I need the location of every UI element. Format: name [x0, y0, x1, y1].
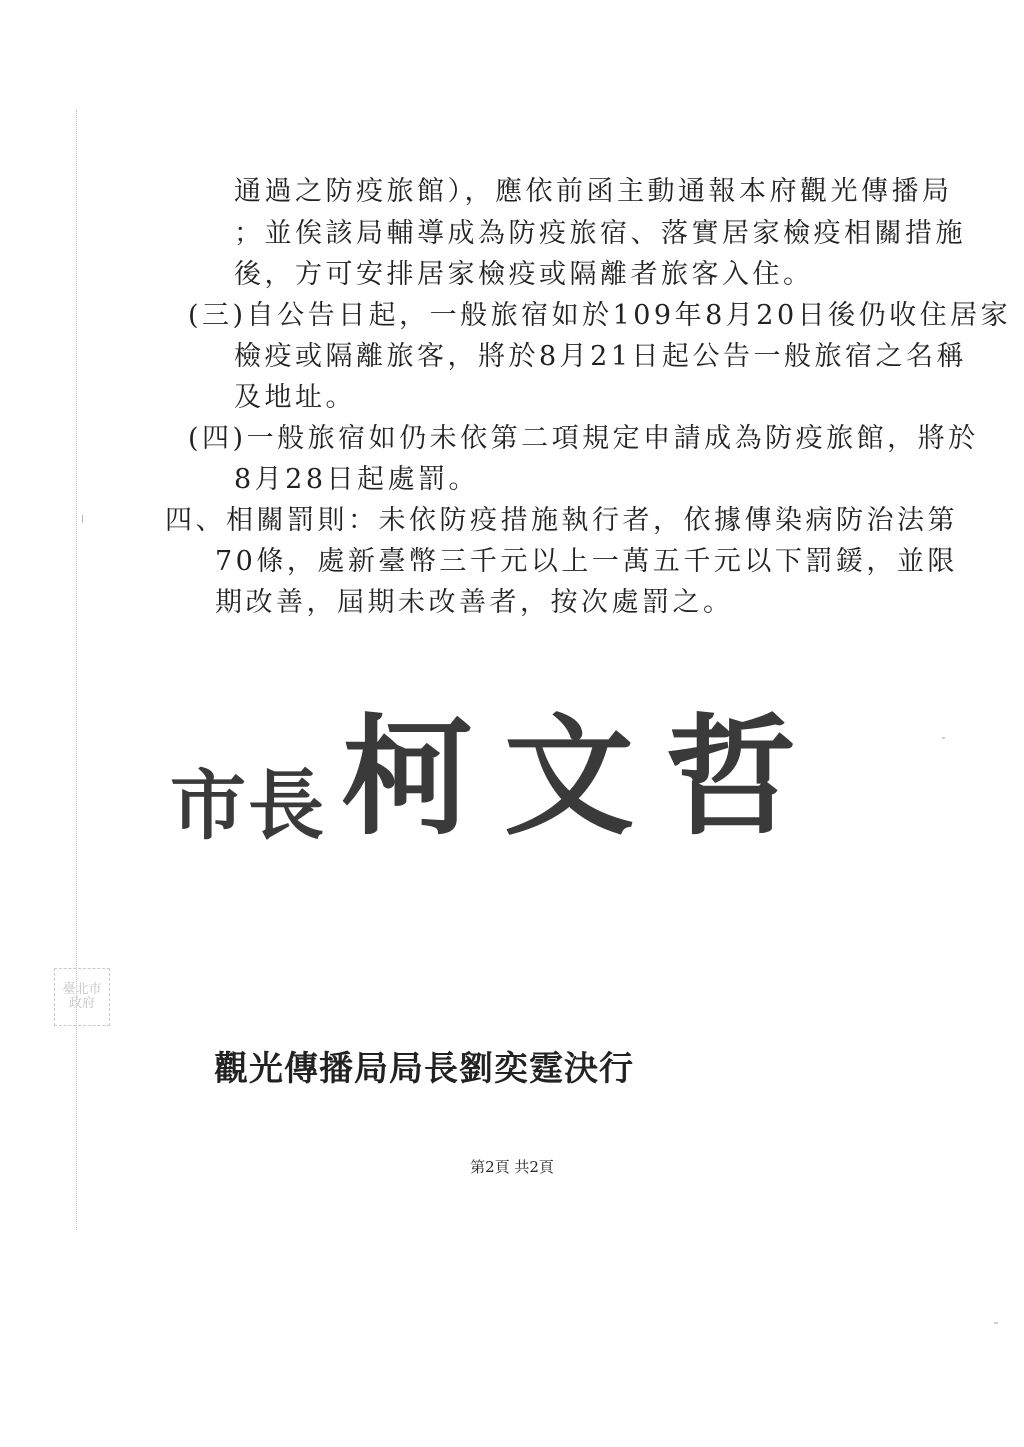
- item-marker-four: (四): [188, 423, 247, 454]
- section-marker-four: 四、: [165, 505, 226, 536]
- body-line-2: [234, 220, 966, 247]
- line-text: ；並俟該局輔導成為防疫旅宿、落實居家檢疫相關措施: [234, 218, 966, 249]
- body-line-8: [234, 466, 479, 493]
- line-text: 及地址。: [234, 382, 356, 413]
- line-text: 檢疫或隔離旅客，將於8月21日起公告一般旅宿之名稱: [234, 341, 968, 372]
- line-text: 通過之防疫旅館），應依前函主動通報本府觀光傳播局: [234, 176, 953, 207]
- line-text: 期改善，屆期未改善者，按次處罰之。: [215, 587, 734, 618]
- mayor-title: 市長: [170, 761, 326, 850]
- line-text: 自公告日起，一般旅宿如於109年8月20日後仍收住居家: [246, 300, 1012, 331]
- item-three: [188, 302, 1011, 329]
- line-text: 70條，處新臺幣三千元以上一萬五千元以下罰鍰，並限: [215, 546, 958, 577]
- proxy-signature: 觀光傳播局局長劉奕霆決行: [214, 1049, 634, 1089]
- official-seal: [54, 968, 110, 1026]
- binding-line: [76, 110, 77, 1230]
- item-marker-three: (三): [188, 300, 247, 331]
- line-text: 8月28日起處罰。: [234, 464, 480, 495]
- body-line-11: [215, 589, 734, 616]
- section-four: [165, 507, 958, 534]
- body-line-10: [215, 548, 958, 575]
- body-line-5: [234, 343, 967, 370]
- line-text: 後，方可安排居家檢疫或隔離者旅客入住。: [234, 259, 814, 290]
- scan-speck: [942, 737, 945, 739]
- page-number: 第2頁 共2頁: [470, 1158, 554, 1176]
- mayor-name: 柯文哲: [342, 701, 829, 853]
- body-line-6: [234, 384, 356, 411]
- item-four: [188, 425, 979, 452]
- seal-text: 臺北市政府: [62, 982, 102, 1011]
- binding-mark: [82, 515, 88, 523]
- line-text: 相關罰則：未依防疫措施執行者，依據傳染病防治法第: [226, 505, 958, 536]
- body-line-3: [234, 261, 814, 288]
- body-line-1: [234, 178, 953, 205]
- line-text: 一般旅宿如仍未依第二項規定申請成為防疫旅館，將於: [246, 423, 979, 454]
- scan-speck: [994, 1322, 998, 1324]
